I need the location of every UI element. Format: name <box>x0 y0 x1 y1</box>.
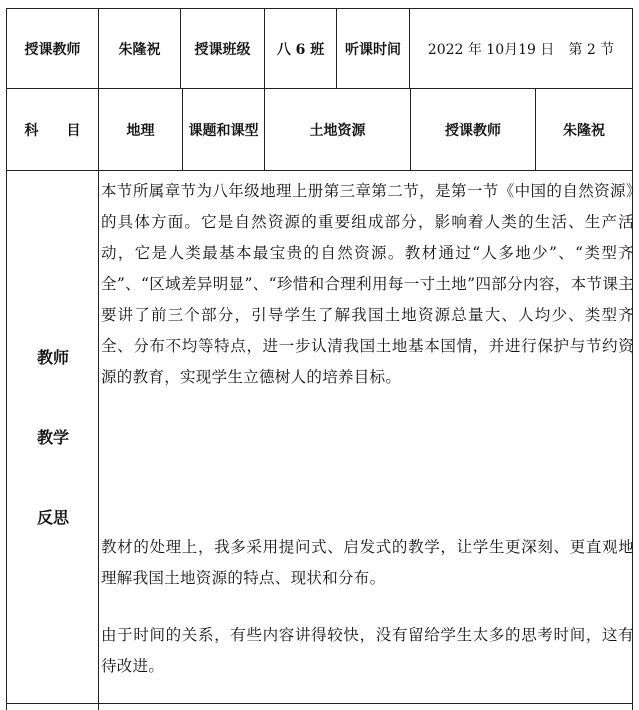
side-label-reflection: 反思 <box>36 508 69 527</box>
subject-label: 科 目 <box>24 122 81 139</box>
row-divider-2 <box>6 170 633 171</box>
class-label: 授课班级 <box>194 41 251 58</box>
reflection-paragraph-2: 教材的处理上，我多采用提问式、启发式的教学，让学生更深刻、更直观地理解我国土地资源的特点、现状和分布。 <box>101 538 634 587</box>
row-divider-3 <box>6 703 633 704</box>
teacher-name: 朱隆祝 <box>118 41 161 58</box>
reflection-paragraph-3: 由于时间的关系，有些内容讲得较快，没有留给学生太多的思考时间，这有待改进。 <box>101 626 634 675</box>
subject-value: 地理 <box>126 122 155 139</box>
time-value: 2022 年 10月19 日 第 2 节 <box>427 41 615 58</box>
topic-label: 课题和课型 <box>188 122 259 139</box>
topic-value: 土地资源 <box>309 122 366 139</box>
class-value: 八 6 班 <box>276 41 325 58</box>
second-teacher-name: 朱隆祝 <box>563 122 605 139</box>
reflection-paragraph-1: 本节所属章节为八年级地理上册第三章第二节，是第一节《中国的自然资源》的具体方面。它是自然资源的重要组成部分，影响着人类的生活、生产活动，它是人类最基本最宝贵的自然资源。教材通过“人多地少”、“类型齐全”、“区域差异明显”、“珍惜和合理利用每一寸土地”四部分内容，本节课主要讲了前三个部分，引导学生了解我国土地资源总量大、人均少、类型齐全、分布不均等特点，进一步认清我国土地基本国情，并进行保护与节约资源的教育，实现学生立德树人的培养目标。 <box>101 182 634 386</box>
teacher-label: 授课教师 <box>24 41 81 58</box>
time-label: 听课时间 <box>345 41 401 58</box>
second-teacher-label: 授课教师 <box>445 122 501 139</box>
side-label-teaching: 教学 <box>36 428 69 447</box>
side-label-teacher: 教师 <box>36 348 69 367</box>
